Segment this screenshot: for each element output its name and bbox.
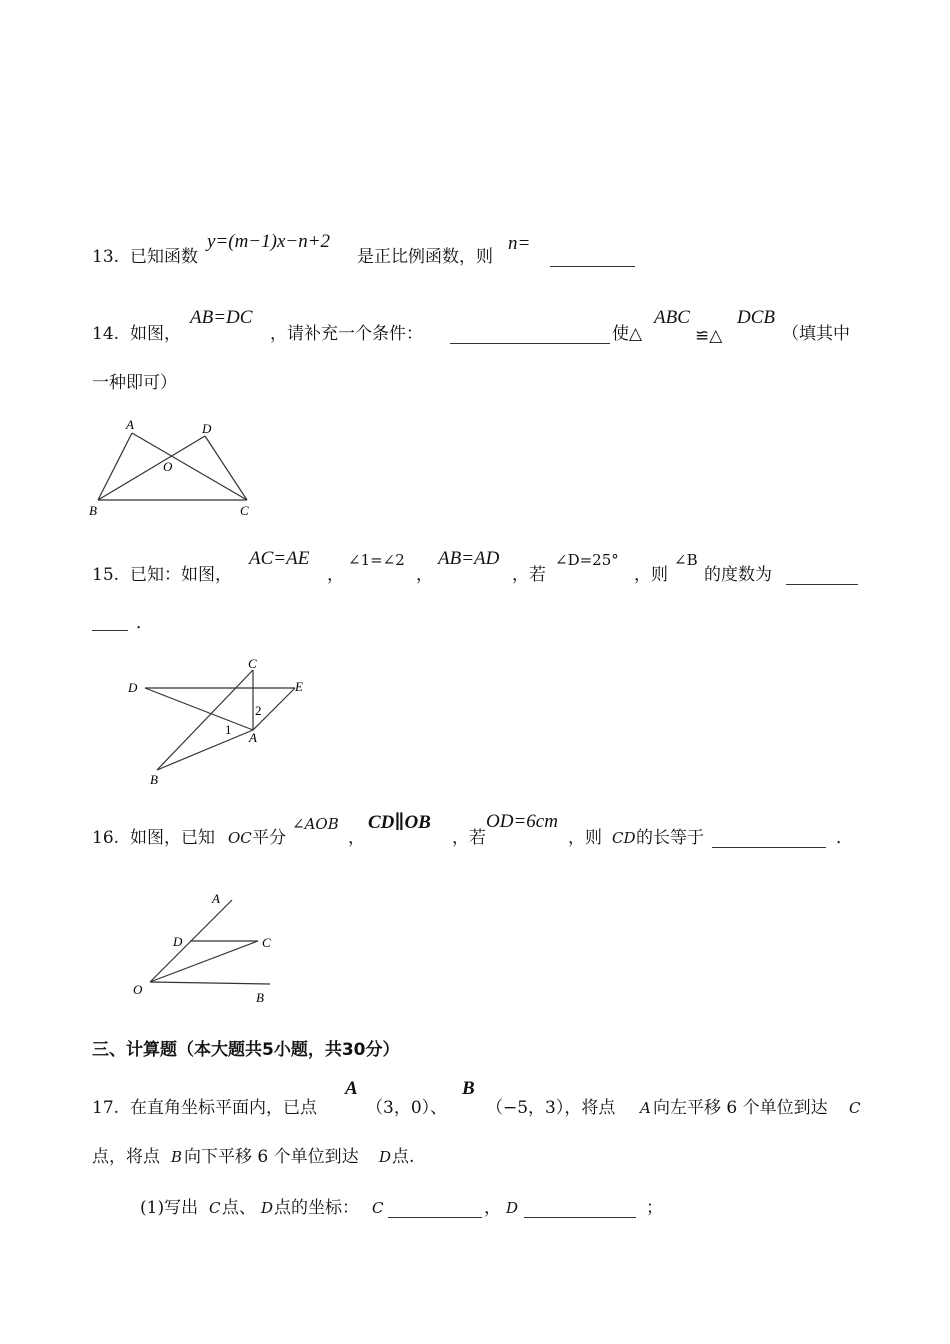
q14-text-a: 如图， (130, 324, 181, 344)
q17-pa: A (345, 1078, 358, 1099)
q14-text-e: 一种即可） (92, 373, 177, 393)
q14-cong: ≌△ (695, 326, 723, 346)
q17-c-answer-blank[interactable] (388, 1217, 482, 1218)
q17-sub1-c: C (209, 1199, 221, 1217)
q15-cond1: AC=AE (249, 548, 310, 569)
q14-tri1: ABC (654, 307, 690, 328)
q16-angle: ∠AOB (292, 815, 339, 833)
q14-answer-blank[interactable] (450, 343, 610, 344)
q16-answer-blank[interactable] (712, 847, 826, 848)
q13-var: n= (508, 233, 531, 254)
q17-sub1-b: 点、 (222, 1198, 256, 1218)
q16-text-a: 如图，已知 (130, 828, 215, 848)
q15-label-d: D (128, 680, 138, 695)
q16-comma: ， (348, 828, 365, 848)
q17-sub1-d2: D (506, 1199, 519, 1217)
q14-tri2: DCB (737, 307, 775, 328)
q16-label-o: O (133, 982, 143, 997)
q17-c: C (849, 1099, 861, 1117)
q16-cd: CD (612, 829, 636, 847)
q15-comma-1: ， (327, 565, 344, 585)
q17-sub1-d: D (261, 1199, 274, 1217)
q13-number: 13. (92, 247, 120, 267)
q14-number: 14. (92, 324, 120, 344)
q16-label-d: D (173, 934, 183, 949)
q17-b2: B (171, 1148, 183, 1166)
q13-formula: y=(m−1)x−n+2 (207, 231, 331, 252)
q17-line2-c: 点. (392, 1147, 415, 1167)
q14-label-o: O (163, 459, 173, 474)
q17-number: 17. (92, 1098, 120, 1118)
q17-sub1-a: (1)写出 (140, 1198, 199, 1218)
q15-answer-blank-1[interactable] (786, 584, 858, 585)
q14-label-d: D (202, 421, 212, 436)
q17-sub1-sep: ， (484, 1198, 501, 1218)
q15-label-1: 1 (225, 722, 232, 737)
q15-text-a: 已知：如图， (130, 565, 232, 585)
q17-line2-a: 点，将点 (92, 1147, 160, 1167)
q14-label-c: C (240, 503, 249, 518)
q15-angle-cond: ∠1=∠2 (348, 551, 405, 569)
q14-figure (85, 417, 249, 518)
q17-text-b: 向左平移 6 个单位到达 (653, 1098, 828, 1118)
q14-text-b: ，请补充一个条件： (270, 324, 423, 344)
q16-figure (130, 888, 290, 1008)
q16-text-e: 的长等于 (636, 828, 704, 848)
q15-answer-blank-2[interactable] (92, 630, 128, 631)
q17-text-a: 在直角坐标平面内，已点 (130, 1098, 317, 1118)
q17-sub1-c2: C (372, 1199, 384, 1217)
q15-label-c: C (248, 656, 257, 671)
q13-answer-blank[interactable] (550, 266, 635, 267)
q17-sub1-e: 点的坐标： (274, 1198, 359, 1218)
q17-coord-b: （−5，3），将点 (486, 1098, 616, 1118)
q16-label-c: C (262, 935, 271, 950)
q16-label-b: B (256, 990, 264, 1005)
q17-d-answer-blank[interactable] (524, 1217, 636, 1218)
q14-given: AB=DC (190, 307, 253, 328)
q16-oc: OC (228, 829, 252, 847)
q15-angle-d: ∠D=25° (555, 551, 619, 569)
section-3-heading: 三、计算题（本大题共5小题，共30分） (92, 1040, 400, 1060)
q16-text-b: 平分 (252, 828, 286, 848)
q15-label-b: B (150, 772, 158, 787)
q17-a2: A (640, 1099, 651, 1117)
q17-d: D (379, 1148, 392, 1166)
q15-comma-2: ， (416, 565, 433, 585)
q14-text-c: 使△ (612, 324, 643, 344)
q15-number: 15. (92, 565, 120, 585)
q17-coord-a: （3，0）、 (366, 1098, 448, 1118)
q16-od: OD=6cm (486, 811, 558, 832)
q15-label-a: A (249, 730, 257, 745)
q15-label-e: E (295, 679, 303, 694)
q15-cond3: AB=AD (438, 548, 500, 569)
q15-angle-b: ∠B (674, 551, 698, 569)
q16-text-c: ，若 (452, 828, 486, 848)
q17-pb: B (462, 1078, 475, 1099)
q17-sub1-end: ； (646, 1198, 663, 1218)
q15-text-d: 的度数为 (704, 565, 772, 585)
q16-number: 16. (92, 828, 120, 848)
q17-line2-b: 向下平移 6 个单位到达 (184, 1147, 359, 1167)
q16-label-a: A (212, 891, 220, 906)
q15-text-b: ，若 (512, 565, 546, 585)
q14-label-a: A (126, 417, 134, 432)
q15-text-c: ，则 (634, 565, 668, 585)
q16-tail: ． (836, 828, 853, 848)
q13-text-b: 是正比例函数，则 (357, 247, 493, 267)
q15-figure (125, 655, 325, 785)
q13-text-a: 已知函数 (130, 247, 198, 267)
q16-parallel: CD∥OB (368, 812, 431, 833)
q14-label-b: B (89, 503, 97, 518)
q14-text-d: （填其中 (782, 324, 850, 344)
q16-text-d: ，则 (568, 828, 602, 848)
q15-tail: ． (136, 613, 153, 633)
q15-label-2: 2 (255, 703, 262, 718)
